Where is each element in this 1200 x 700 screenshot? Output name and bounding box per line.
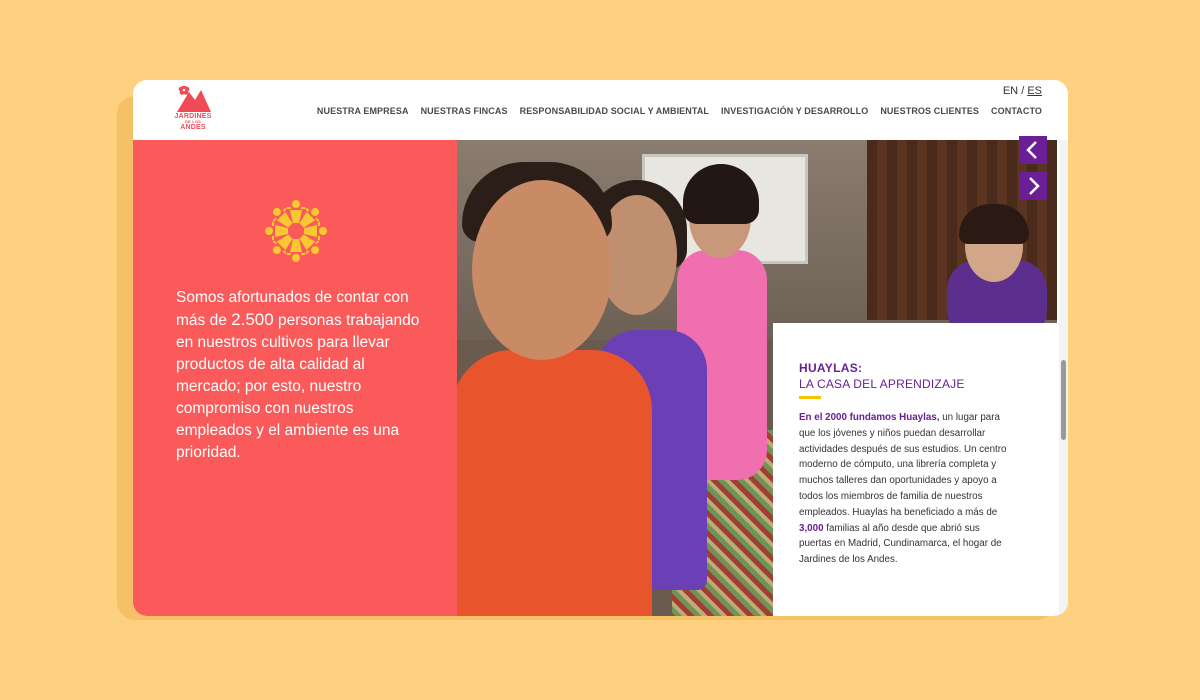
lang-separator: / [1021, 85, 1025, 97]
photo-child [457, 350, 652, 616]
mountain-flower-icon [175, 86, 211, 112]
people-circle-icon [261, 196, 331, 266]
slider-prev-button[interactable] [1019, 136, 1047, 164]
nav-responsabilidad-social[interactable]: RESPONSABILIDAD SOCIAL Y AMBIENTAL [519, 106, 710, 116]
chevron-right-icon [1019, 172, 1047, 200]
intro-text [176, 287, 421, 464]
nav-nuestras-fincas[interactable]: NUESTRAS FINCAS [420, 106, 508, 116]
lang-es-link[interactable]: ES [1027, 85, 1042, 97]
logo-line-2: DE LOS [184, 119, 202, 124]
scrollbar-thumb[interactable] [1061, 360, 1066, 440]
photo-child [472, 180, 612, 360]
browser-window [133, 80, 1068, 616]
info-title: HUAYLAS: [799, 361, 863, 375]
page-scrollbar[interactable] [1059, 140, 1068, 616]
nav-nuestros-clientes[interactable]: NUESTROS CLIENTES [880, 106, 980, 116]
intro-part-1: Somos afortunados de contar con más de [176, 289, 409, 329]
slider-next-button[interactable] [1019, 172, 1047, 200]
info-highlight-2: 3,000 [799, 522, 824, 534]
intro-part-2: personas trabajando en nuestros cultivos para llevar productos de alta calidad al mercado; por esto, nuestro compromiso con nuestros empleados y el ambiente es una prioridad. [176, 312, 420, 461]
info-highlight-1: En el 2000 fundamos Huaylas, [799, 412, 940, 423]
logo-text [171, 113, 215, 131]
logo-line-3: ANDES [180, 124, 206, 131]
info-body [799, 410, 1009, 568]
nav-investigacion[interactable]: INVESTIGACIÓN Y DESARROLLO [721, 106, 869, 116]
language-switcher [1003, 85, 1042, 97]
nav-nuestra-empresa[interactable]: NUESTRA EMPRESA [316, 106, 409, 116]
info-body-part-2: familias al año desde que abrió sus puertas en Madrid, Cundinamarca, el hogar de Jardines de los Andes. [799, 522, 1002, 566]
intro-panel [133, 140, 457, 616]
main-nav [317, 106, 1042, 116]
huaylas-info-card [773, 323, 1058, 616]
nav-contacto[interactable]: CONTACTO [991, 106, 1042, 116]
site-header [133, 80, 1068, 140]
chevron-left-icon [1019, 136, 1047, 164]
lang-en-link[interactable]: EN [1002, 85, 1019, 97]
site-logo[interactable] [171, 86, 215, 134]
info-subtitle: LA CASA DEL APRENDIZAJE [799, 377, 965, 391]
intro-number: 2.500 [231, 310, 274, 329]
info-body-part-1: un lugar para que los jóvenes y niños puedan desarrollar actividades después de sus estudios. Un centro moderno de cómputo, una librería completa y muchos talleres dan oportunidades y apoyo a todos los miembros de familia de nuestros empleados. Huaylas ha beneficiado a más de [799, 412, 1007, 518]
title-underline [799, 396, 821, 399]
logo-line-1: JARDINES [174, 113, 212, 120]
